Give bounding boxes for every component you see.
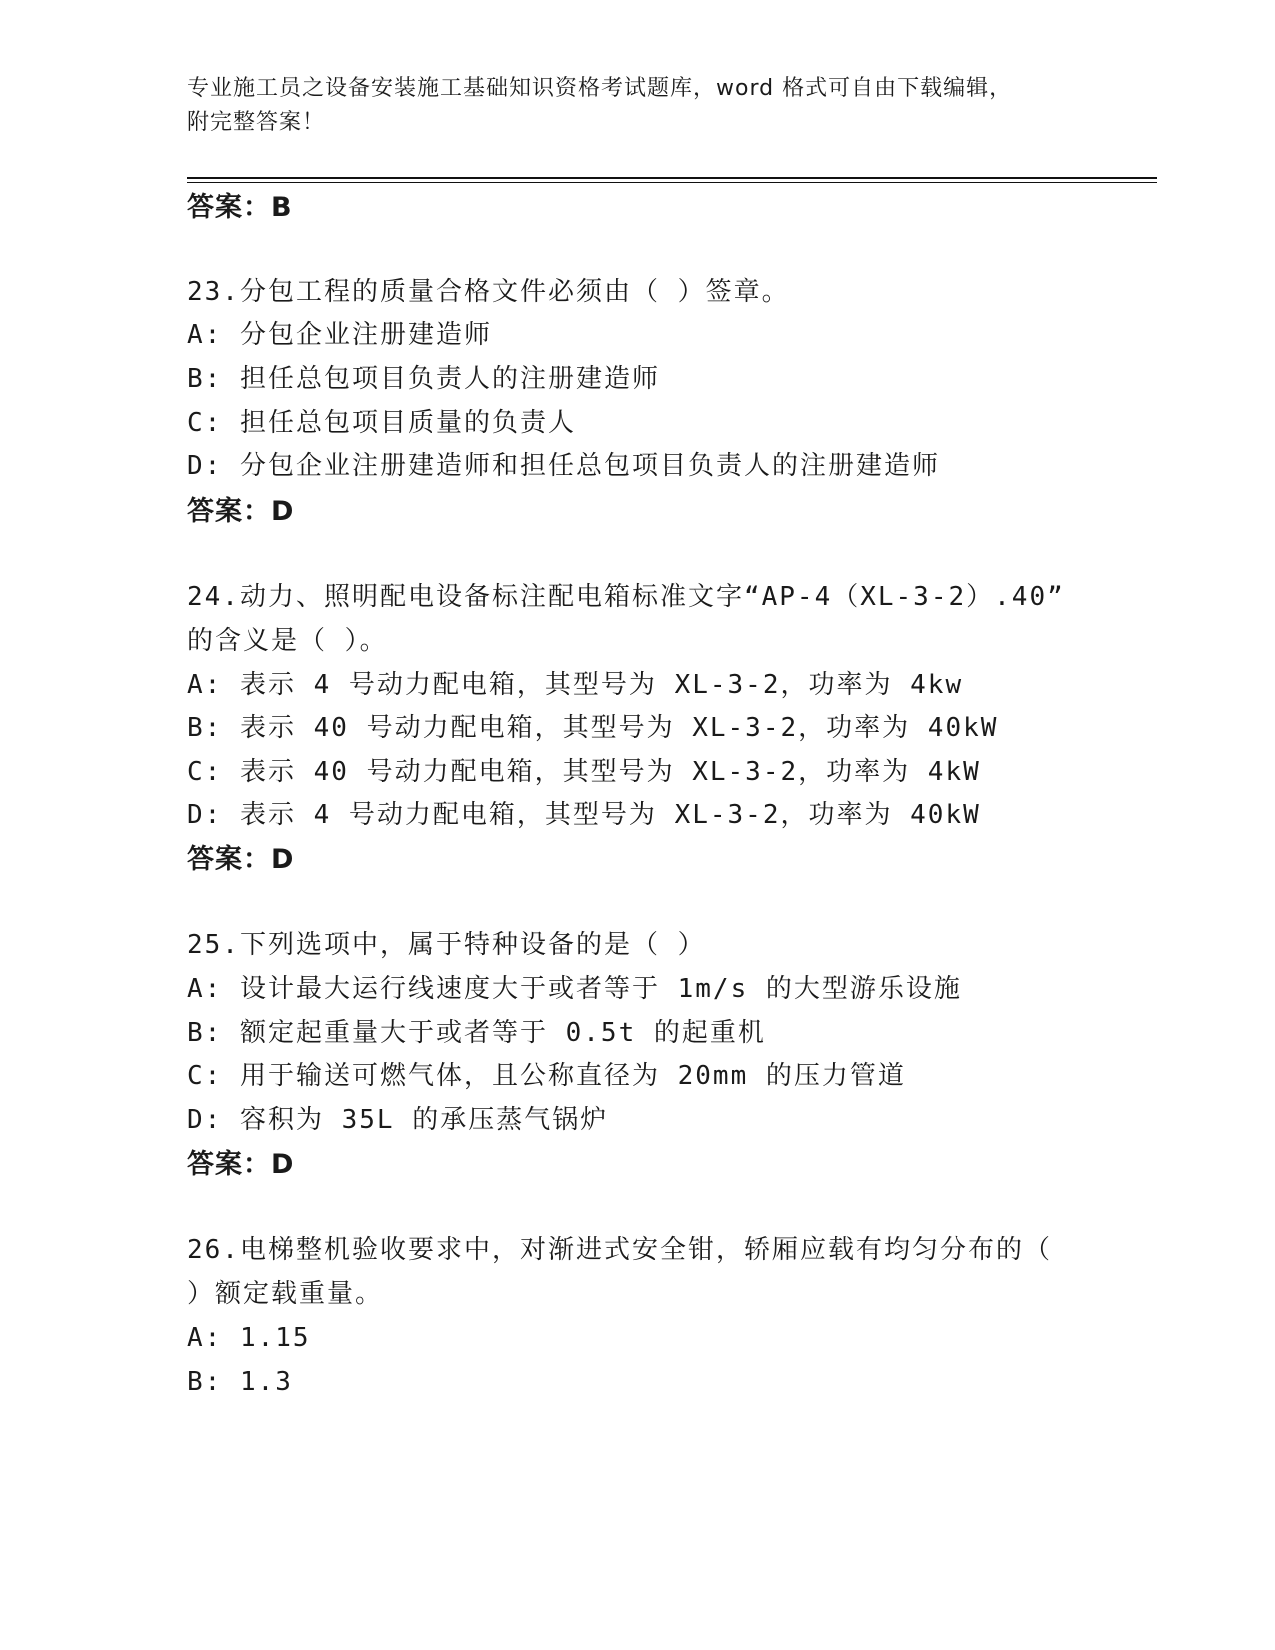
question-24-option-d: D: 表示 4 号动力配电箱，其型号为 XL-3-2，功率为 40kW (187, 800, 981, 830)
document-header (187, 72, 1067, 140)
question-26-option-b: B: 1.3 (187, 1367, 293, 1397)
question-26-stem-line-1: 26.电梯整机验收要求中，对渐进式安全钳，轿厢应载有均匀分布的（ (187, 1235, 1052, 1265)
header-divider-thin (187, 182, 1157, 183)
question-25-stem: 25.下列选项中，属于特种设备的是（ ） (187, 930, 706, 960)
question-25-option-b: B: 额定起重量大于或者等于 0.5t 的起重机 (187, 1018, 766, 1048)
question-23-option-c: C: 担任总包项目质量的负责人 (187, 408, 576, 438)
question-25-option-c: C: 用于输送可燃气体，且公称直径为 20mm 的压力管道 (187, 1061, 906, 1091)
question-24-option-b: B: 表示 40 号动力配电箱，其型号为 XL-3-2，功率为 40kW (187, 713, 999, 743)
question-23-option-b: B: 担任总包项目负责人的注册建造师 (187, 364, 660, 394)
question-25-answer: 答案：D (187, 1149, 295, 1180)
header-divider-thick (187, 177, 1157, 179)
question-23-answer: 答案：D (187, 496, 295, 527)
question-24-option-a: A: 表示 4 号动力配电箱，其型号为 XL-3-2，功率为 4kw (187, 670, 964, 700)
question-23-option-a: A: 分包企业注册建造师 (187, 320, 492, 350)
question-24-answer: 答案：D (187, 844, 295, 875)
header-line-1: 专业施工员之设备安装施工基础知识资格考试题库，word 格式可自由下载编辑， (187, 76, 1013, 101)
question-25-option-d: D: 容积为 35L 的承压蒸气锅炉 (187, 1105, 609, 1135)
header-line-2: 附完整答案！ (187, 110, 326, 135)
question-24-option-c: C: 表示 40 号动力配电箱，其型号为 XL-3-2，功率为 4kW (187, 757, 981, 787)
question-23-option-d: D: 分包企业注册建造师和担任总包项目负责人的注册建造师 (187, 451, 940, 481)
question-24-stem-line-1: 24.动力、照明配电设备标注配电箱标准文字“AP-4（XL-3-2）.40” (187, 582, 1065, 612)
question-25-option-a: A: 设计最大运行线速度大于或者等于 1m/s 的大型游乐设施 (187, 974, 962, 1004)
previous-answer: 答案：B (187, 192, 293, 223)
question-24-stem-line-2: 的含义是（ ）。 (187, 626, 388, 656)
question-23-stem: 23.分包工程的质量合格文件必须由（ ）签章。 (187, 277, 790, 307)
question-26-stem-line-2: ）额定载重量。 (187, 1279, 384, 1309)
question-26-option-a: A: 1.15 (187, 1323, 311, 1353)
